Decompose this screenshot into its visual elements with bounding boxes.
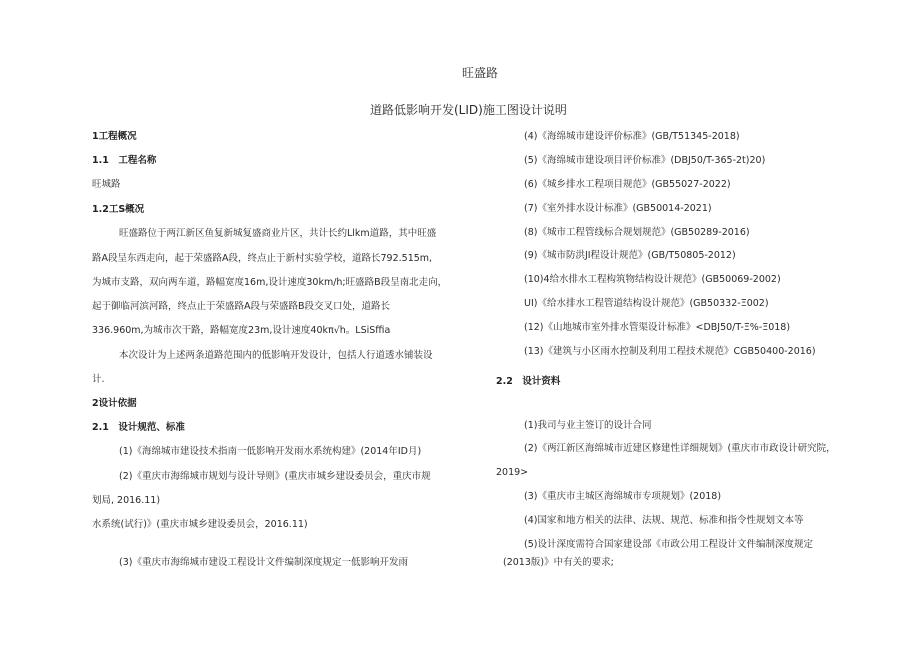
standard-item: (1)《海绵城市建设技术指南一低影响开发雨水系统构建》(2014年ID月) xyxy=(119,446,422,457)
standard-item: (10)4给水排水工程构筑物结构设计规范》(GB50069-2002) xyxy=(524,274,781,285)
standard-item: (3)《重庆市海绵城市建设工程设计文件编制深度规定一低影响开发雨 xyxy=(119,557,408,568)
standard-item: 划局, 2016.11) xyxy=(92,495,161,506)
heading-design-basis: 2设计依据 xyxy=(92,398,137,409)
document-subtitle: 道路低影响开发(LID)施工图设计说明 xyxy=(370,103,567,117)
paragraph-line: 计. xyxy=(92,374,105,385)
material-item: (3)《重庆市主城区海绵城市专项规划》(2018) xyxy=(524,491,722,502)
standard-item: UI)《给水排水工程管道结构设计规范》(GB50332-Ξ002) xyxy=(524,298,769,309)
heading-project-name: 1.1 工程名称 xyxy=(92,155,157,166)
material-item: (1)我司与业主签订的设计合同 xyxy=(524,420,652,431)
standard-item: (9)《城市防洪JI程设计规范》(GB/T50805-2012) xyxy=(524,250,736,261)
material-item: (2013版)》中有关的要求; xyxy=(503,557,614,568)
standard-item: 水系统(试行)》(重庆市城乡建设委员会，2016.11) xyxy=(92,519,308,530)
standard-item: (4)《海绵城市建设评价标准》(GB/T51345-2018) xyxy=(524,131,740,142)
heading-design-materials: 2.2 设计资料 xyxy=(496,376,561,387)
standard-item: (5)《海绵城市建设项目评价标准》(DBJ50/T-365-2t)20) xyxy=(524,155,766,166)
material-item: (2)《两江新区海绵城市近建区修建性详细规划》(重庆市市政设计研究院， xyxy=(524,443,836,454)
paragraph-line: 路A段呈东西走向，起于荣盛路A段，终点止于新村实验学校，道路长792.515m, xyxy=(92,253,433,264)
heading-project-overview: 1工程概况 xyxy=(92,131,137,142)
paragraph-line: 旺盛路位于两江新区鱼复新城复盛商业片区，共计长约Llkm道路，其中旺盛 xyxy=(119,228,437,239)
material-item: (4)国家和地方相关的法律、法规、规范、标准和指令性规划文本等 xyxy=(524,515,804,526)
standard-item: (2)《重庆市海绵城市规划与设计导则》(重庆市城乡建设委员会，重庆市规 xyxy=(119,471,431,482)
paragraph-line: 起于御临河滨河路，终点止于荣盛路A段与荣盛路B段交叉口处，道路长 xyxy=(92,301,391,312)
paragraph-line: 336.960m,为城市次干路，路幅宽度23m,设计速度40kπ√h。LSiSffia xyxy=(92,325,391,336)
standard-item: (13)《建筑与小区雨水控制及利用工程技术规范》CGB50400-2016) xyxy=(524,346,816,357)
standard-item: (12)《山地城市室外排水管渠设计标准》<DBJ50/T-Ξ%-Ξ018) xyxy=(524,322,791,333)
material-item: 2019> xyxy=(496,467,529,478)
project-name-text: 旺城路 xyxy=(92,179,121,190)
paragraph-line: 本次设计为上述两条道路范围内的低影响开发设计，包括人行道透水铺装设 xyxy=(119,350,433,361)
standard-item: (7)《室外排水设计标准》(GB50014-2021) xyxy=(524,203,712,214)
standard-item: (6)《城乡排水工程项目规范》(GB55027-2022) xyxy=(524,179,731,190)
document-title: 旺盛路 xyxy=(462,66,499,80)
paragraph-line: 为城市支路，双向两车道，路幅宽度16m,设计速度30km/h;旺盛路B段呈南北走向， xyxy=(92,277,448,288)
heading-project-summary: 1.2工S概况 xyxy=(92,204,145,215)
standard-item: (8)《城市工程管线标合规划规范》(GB50289-2016) xyxy=(524,227,750,238)
heading-design-standards: 2.1 设计规范、标准 xyxy=(92,422,185,433)
material-item: (5)设计深度需符合国家建设部《市政公用工程设计文件编制深度规定 xyxy=(524,539,813,550)
